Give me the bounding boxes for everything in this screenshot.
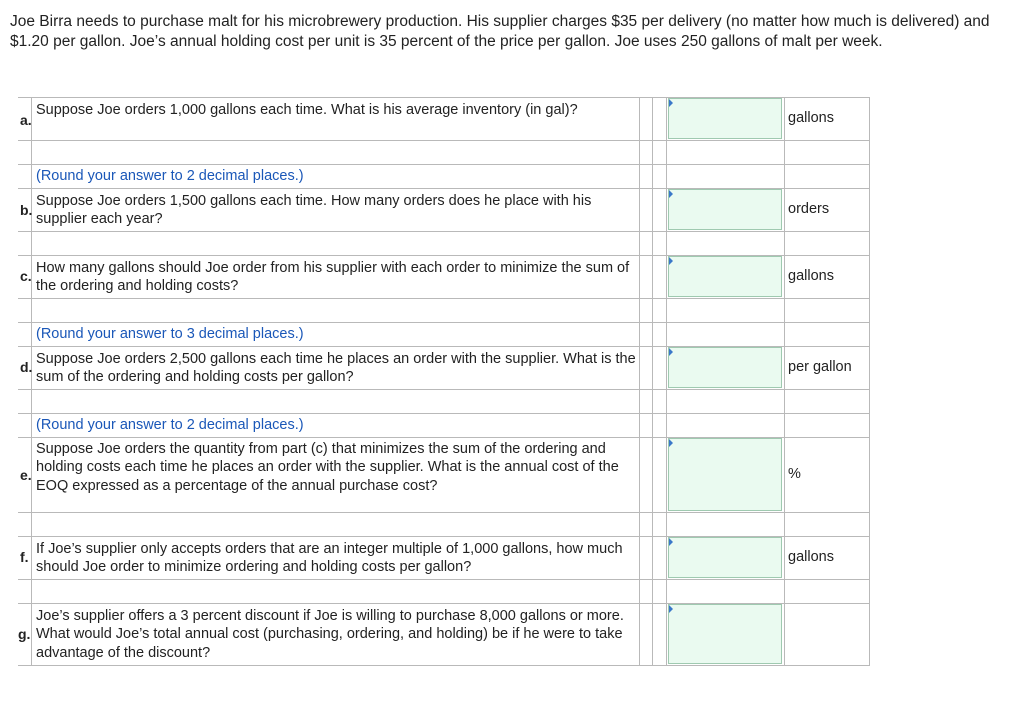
rounding-note: (Round your answer to 3 decimal places.)	[36, 326, 304, 342]
part-label: b.	[20, 202, 33, 218]
column-divider	[666, 97, 667, 665]
column-divider	[639, 97, 640, 665]
input-marker-icon	[669, 190, 673, 198]
part-label: f.	[20, 549, 29, 565]
row-divider	[18, 231, 870, 232]
row-divider	[18, 322, 870, 323]
problem-statement: Joe Birra needs to purchase malt for his microbrewery production. His supplier charges $35 per delivery (no matter how much is delivered) and $1.20 per gallon. Joe’s annual holding cost per unit is 35 percent of the price per gallon. Joe uses 250 gallons of malt per week.	[10, 13, 990, 50]
part-label: a.	[20, 112, 32, 128]
answer-input[interactable]	[668, 604, 782, 664]
answer-input[interactable]	[668, 347, 782, 388]
answer-input[interactable]	[668, 537, 782, 578]
row-divider	[18, 579, 870, 580]
question-text: Suppose Joe orders the quantity from part (c) that minimizes the sum of the ordering and holding costs each time he places an order with the supplier. What is the annual cost of the EOQ expressed as a percentage of the annual purchase cost?	[36, 441, 619, 494]
answer-input[interactable]	[668, 438, 782, 511]
column-divider	[869, 97, 870, 665]
column-divider	[652, 97, 653, 665]
question-text: Joe’s supplier offers a 3 percent discount if Joe is willing to purchase 8,000 gallons or more. What would Joe’s total annual cost (purchasing, ordering, and holding) be if he were to take advantage of the discount?	[36, 608, 624, 661]
unit-label: %	[788, 466, 801, 482]
input-marker-icon	[669, 439, 673, 447]
row-divider	[18, 298, 870, 299]
answer-input[interactable]	[668, 98, 782, 139]
part-label: e.	[20, 467, 32, 483]
unit-label: gallons	[788, 110, 834, 126]
row-divider	[18, 389, 870, 390]
question-text: Suppose Joe orders 2,500 gallons each time he places an order with the supplier. What is the sum of the ordering and holding costs per gallon?	[36, 351, 636, 386]
column-divider	[31, 97, 32, 665]
part-label: g.	[18, 626, 31, 642]
unit-label: gallons	[788, 268, 834, 284]
part-label: c.	[20, 268, 32, 284]
input-marker-icon	[669, 99, 673, 107]
unit-label: orders	[788, 201, 830, 217]
row-divider	[18, 512, 870, 513]
row-divider	[18, 140, 870, 141]
question-text: If Joe’s supplier only accepts orders that are an integer multiple of 1,000 gallons, how much should Joe order to minimize ordering and holding costs per gallon?	[36, 541, 623, 576]
rounding-note: (Round your answer to 2 decimal places.)	[36, 417, 304, 433]
question-text: Suppose Joe orders 1,500 gallons each time. How many orders does he place with his supplier each year?	[36, 193, 592, 228]
row-divider	[18, 413, 870, 414]
question-text: How many gallons should Joe order from his supplier with each order to minimize the sum of the ordering and holding costs?	[36, 260, 630, 295]
row-divider	[18, 164, 870, 165]
input-marker-icon	[669, 257, 673, 265]
unit-label: gallons	[788, 549, 834, 565]
part-label: d.	[20, 359, 33, 375]
answer-input[interactable]	[668, 189, 782, 230]
input-marker-icon	[669, 538, 673, 546]
rounding-note: (Round your answer to 2 decimal places.)	[36, 168, 304, 184]
unit-label: per gallon	[788, 359, 852, 375]
input-marker-icon	[669, 605, 673, 613]
column-divider	[784, 97, 785, 665]
question-text: Suppose Joe orders 1,000 gallons each time. What is his average inventory (in gal)?	[36, 102, 578, 118]
row-divider	[18, 665, 870, 666]
input-marker-icon	[669, 348, 673, 356]
answer-input[interactable]	[668, 256, 782, 297]
